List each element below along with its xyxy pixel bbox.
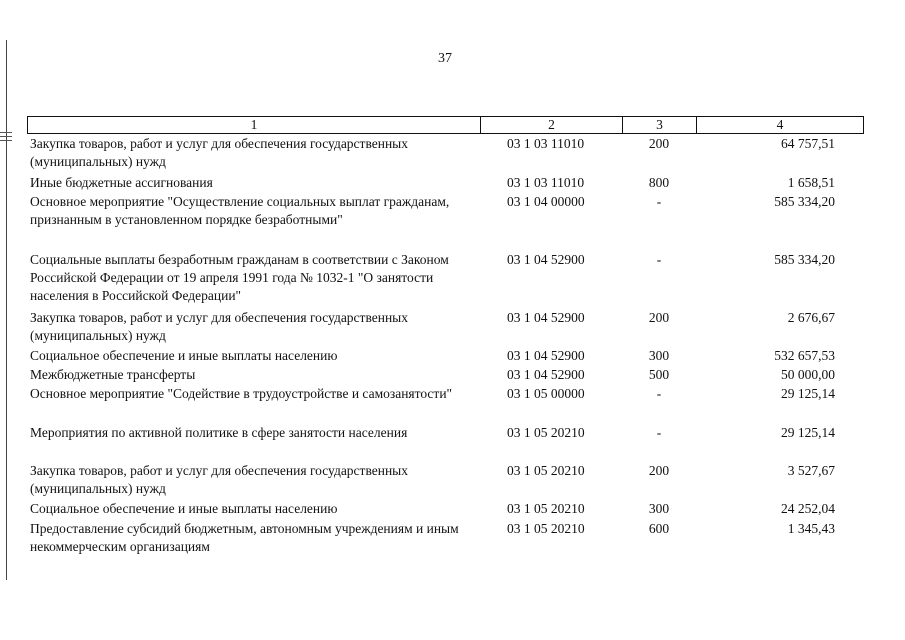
row-amount: 24 252,04 bbox=[781, 501, 835, 516]
row-code: 03 1 05 20210 bbox=[507, 463, 585, 478]
row-amount: 1 345,43 bbox=[787, 521, 835, 536]
row-code: 03 1 03 11010 bbox=[507, 136, 585, 151]
row-name: Иные бюджетные ассигнования bbox=[30, 175, 213, 190]
row-name: Мероприятия по активной политике в сфере занятости населения bbox=[30, 425, 408, 440]
row-type: - bbox=[656, 194, 662, 209]
row-amount: 585 334,20 bbox=[774, 194, 835, 209]
row-amount: 64 757,51 bbox=[781, 136, 835, 151]
row-name: Социальное обеспечение и иные выплаты населению bbox=[30, 501, 338, 516]
row-name: Закупка товаров, работ и услуг для обеспечения государственных (муниципальных) нужд bbox=[30, 310, 409, 343]
row-type: 300 bbox=[648, 348, 670, 363]
row-code: 03 1 03 11010 bbox=[507, 175, 585, 190]
row-amount: 29 125,14 bbox=[781, 425, 835, 440]
row-name: Социальные выплаты безработным гражданам в соответствии с Законом Российской Федерации от 19 апреля 1991 года № 1032-1 "О занятости населения в Российской Федерации" bbox=[30, 252, 449, 303]
page-number: 37 bbox=[438, 51, 452, 66]
column-header: 2 bbox=[481, 117, 623, 133]
row-code: 03 1 04 00000 bbox=[507, 194, 585, 209]
margin-tick bbox=[0, 140, 12, 141]
row-name: Межбюджетные трансферты bbox=[30, 367, 196, 382]
row-code: 03 1 05 20210 bbox=[507, 501, 585, 516]
row-type: - bbox=[656, 252, 662, 267]
column-header: 4 bbox=[776, 117, 784, 132]
row-amount: 585 334,20 bbox=[774, 252, 835, 267]
row-name: Закупка товаров, работ и услуг для обеспечения государственных (муниципальных) нужд bbox=[30, 463, 409, 496]
row-type: 500 bbox=[648, 367, 670, 382]
row-amount: 2 676,67 bbox=[787, 310, 835, 325]
row-code: 03 1 04 52900 bbox=[507, 310, 585, 325]
row-code: 03 1 04 52900 bbox=[507, 348, 585, 363]
margin-tick bbox=[0, 132, 12, 133]
binding-margin-line bbox=[6, 40, 7, 580]
row-amount: 50 000,00 bbox=[781, 367, 835, 382]
row-name: Основное мероприятие "Содействие в трудоустройстве и самозанятости" bbox=[30, 386, 453, 401]
row-name: Предоставление субсидий бюджетным, автономным учреждениям и иным некоммерческим организациям bbox=[30, 521, 459, 554]
table-header bbox=[27, 116, 864, 134]
row-type: 300 bbox=[648, 501, 670, 516]
column-header: 1 bbox=[28, 117, 481, 133]
row-code: 03 1 04 52900 bbox=[507, 367, 585, 382]
column-header: 3 bbox=[623, 117, 697, 133]
row-amount: 3 527,67 bbox=[787, 463, 835, 478]
row-type: - bbox=[656, 425, 662, 440]
row-amount: 29 125,14 bbox=[781, 386, 835, 401]
row-amount: 532 657,53 bbox=[774, 348, 835, 363]
row-type: 200 bbox=[648, 136, 670, 151]
row-type: 200 bbox=[648, 463, 670, 478]
row-type: 200 bbox=[648, 310, 670, 325]
row-code: 03 1 05 20210 bbox=[507, 521, 585, 536]
row-name: Социальное обеспечение и иные выплаты населению bbox=[30, 348, 338, 363]
row-type: - bbox=[656, 386, 662, 401]
margin-tick bbox=[0, 136, 12, 137]
row-name: Закупка товаров, работ и услуг для обеспечения государственных (муниципальных) нужд bbox=[30, 136, 409, 169]
row-code: 03 1 05 00000 bbox=[507, 386, 585, 401]
row-amount: 1 658,51 bbox=[787, 175, 835, 190]
row-type: 600 bbox=[648, 521, 670, 536]
row-type: 800 bbox=[648, 175, 670, 190]
row-name: Основное мероприятие "Осуществление социальных выплат гражданам, признанным в установленном порядке безработными" bbox=[30, 194, 450, 227]
row-code: 03 1 04 52900 bbox=[507, 252, 585, 267]
row-code: 03 1 05 20210 bbox=[507, 425, 585, 440]
